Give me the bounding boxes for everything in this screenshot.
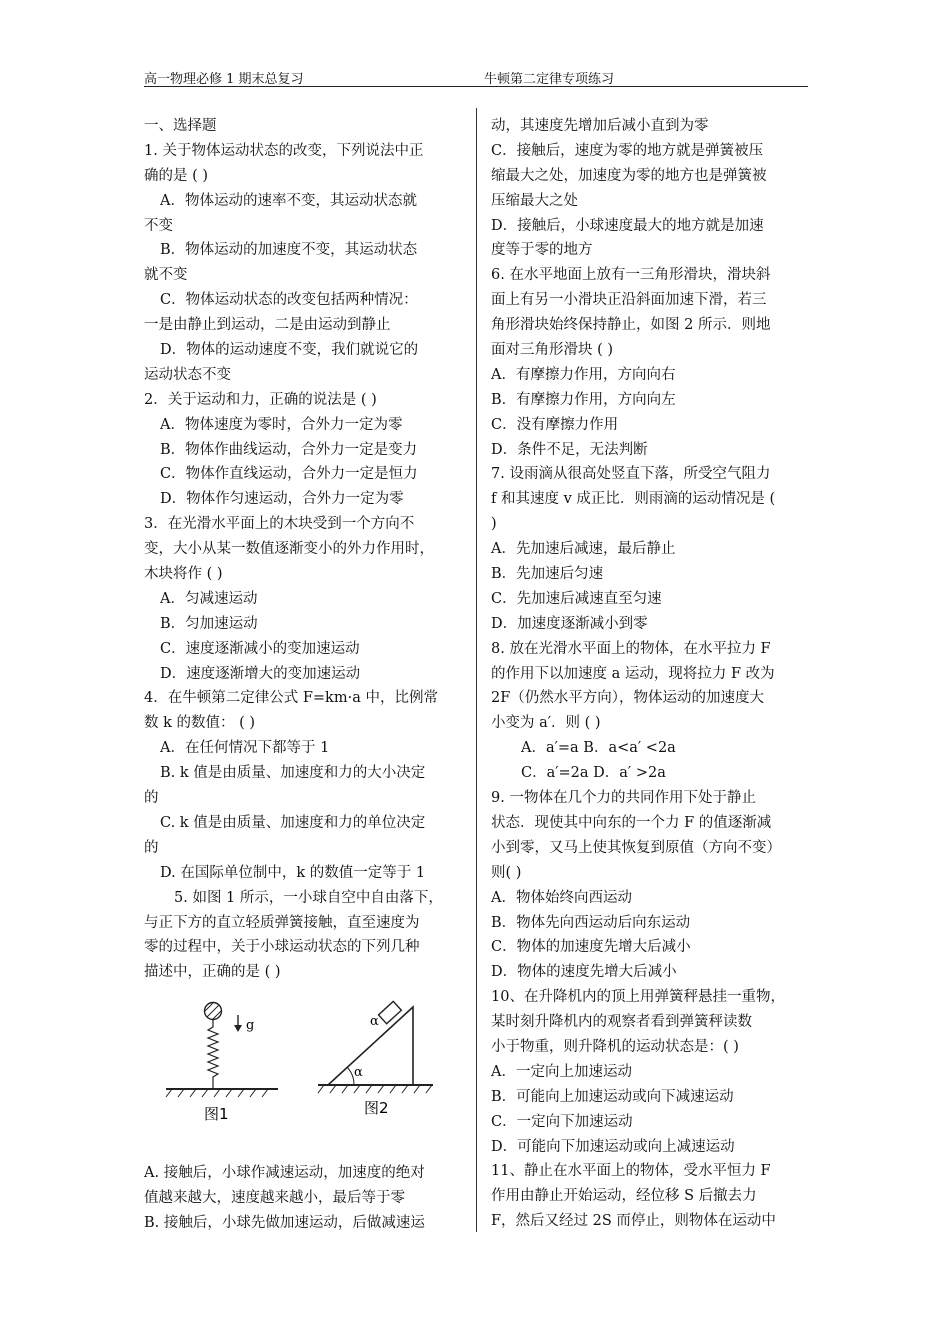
option-line: B．物体先向西运动后向东运动	[491, 914, 691, 931]
question-line: 描述中，正确的是 ( )	[144, 964, 281, 981]
question-line: 作用由静止开始运动，经位移 S 后撤去力	[491, 1188, 757, 1205]
option-line: C．物体作直线运动，合外力一定是恒力	[160, 466, 418, 483]
question-line: 2F（仍然水平方向），物体运动的加速度大	[491, 690, 765, 707]
option-line: B．有摩擦力作用，方向向左	[491, 391, 676, 408]
option-line: B. 接触后，小球先做加速运动，后做减速运	[144, 1214, 425, 1231]
option-line: A．物体运动的速率不变，其运动状态就	[160, 192, 417, 209]
option-line: 的	[144, 790, 159, 807]
question-line: F，然后又经过 2S 而停止，则物体在运动中	[491, 1213, 776, 1230]
question-line: 10、在升降机内的顶上用弹簧秤悬挂一重物，	[491, 989, 785, 1006]
question-line: 小到零，又马上使其恢复到原值（方向不变）	[491, 839, 781, 856]
question-line: 6. 在水平地面上放有一三角形滑块，滑块斜	[491, 267, 771, 284]
option-line: C．速度逐渐减小的变加速运动	[160, 640, 360, 657]
option-line: A．物体速度为零时，合外力一定为零	[160, 416, 403, 433]
question-line: 面对三角形滑块 ( )	[491, 342, 614, 359]
question-line: 3．在光滑水平面上的木块受到一个方向不	[144, 516, 415, 533]
header-topic-title: 牛顿第二定律专项练习	[484, 72, 615, 87]
option-line: 不变	[144, 217, 173, 234]
g-label: g	[246, 1018, 255, 1034]
option-line: 压缩最大之处	[491, 192, 578, 209]
question-line: 小于物重，则升降机的运动状态是：( )	[491, 1038, 739, 1055]
question-line: 数 k 的数值： ( )	[144, 715, 256, 732]
option-line: A．先加速后减速，最后静止	[491, 541, 676, 558]
question-line: 面上有另一小滑块正沿斜面加速下滑，若三	[491, 292, 767, 309]
page-header	[144, 66, 808, 87]
arrow-head-icon	[234, 1025, 242, 1032]
question-line: 角形滑块始终保持静止，如图 2 所示．则地	[491, 317, 771, 334]
question-line: 某时刻升降机内的观察者看到弹簧秤读数	[491, 1014, 752, 1031]
option-line: C．物体运动状态的改变包括两种情况：	[160, 292, 418, 309]
option-line: A. 接触后，小球作减速运动，加速度的绝对	[144, 1165, 425, 1182]
question-line: )	[491, 516, 497, 533]
question-line: 变，大小从某一数值逐渐变小的外力作用时，	[144, 541, 434, 558]
question-line: 则( )	[491, 864, 522, 881]
question-line: 零的过程中，关于小球运动状态的下列几种	[144, 939, 420, 956]
ground-hatch	[166, 1089, 268, 1097]
option-line: C．一定向下加速运动	[491, 1113, 633, 1130]
question-line: 8. 放在光滑水平面上的物体，在水平拉力 F	[491, 640, 771, 657]
option-line: A．匀减速运动	[160, 590, 258, 607]
option-line: 一是由静止到运动，二是由运动到静止	[144, 317, 391, 334]
question-line: 确的是 ( )	[144, 167, 209, 184]
option-line: D. 在国际单位制中，k 的数值一定等于 1	[160, 864, 426, 881]
fig2-caption: 图2	[364, 1099, 389, 1118]
option-line: B. k 值是由质量、加速度和力的大小决定	[160, 765, 426, 782]
option-line: A．物体始终向西运动	[491, 889, 632, 906]
option-line: D．加速度逐渐减小到零	[491, 615, 648, 632]
figures	[144, 985, 466, 1161]
option-line: 就不变	[144, 267, 188, 284]
option-line: A．在任何情况下都等于 1	[160, 740, 330, 757]
option-line: A．a′=a B．a<a′ <2a	[521, 740, 676, 757]
option-line: D．可能向下加速运动或向上减速运动	[491, 1138, 735, 1155]
question-line: 木块将作 ( )	[144, 566, 223, 583]
question-line: 小变为 a′．则 ( )	[491, 715, 601, 732]
option-line: D．物体的运动速度不变，我们就说它的	[160, 342, 419, 359]
figures-svg	[158, 989, 458, 1157]
header-course-title: 高一物理必修 1 期末总复习	[144, 72, 304, 87]
option-line: D．接触后，小球速度最大的地方就是加速	[491, 217, 764, 234]
option-line: A．有摩擦力作用，方向向右	[491, 366, 676, 383]
option-line: C．没有摩擦力作用	[491, 416, 619, 433]
option-line: 缩最大之处，加速度为零的地方也是弹簧被	[491, 167, 767, 184]
option-line: B．物体运动的加速度不变，其运动状态	[160, 242, 418, 259]
question-line: 11、静止在水平面上的物体，受水平恒力 F	[491, 1163, 771, 1180]
question-line: 5. 如图 1 所示，一小球自空中自由落下，	[174, 889, 443, 906]
option-line: D．物体的速度先增大后减小	[491, 964, 677, 981]
question-line: 9. 一物体在几个力的共同作用下处于静止	[491, 790, 756, 807]
question-line: 2．关于运动和力，正确的说法是 ( )	[144, 391, 377, 408]
question-line: 7. 设雨滴从很高处竖直下落，所受空气阻力	[491, 466, 771, 483]
option-line: C．先加速后减速直至匀速	[491, 590, 662, 607]
option-line: B．匀加速运动	[160, 615, 258, 632]
alpha-top: α	[370, 1014, 379, 1030]
option-line: 值越来越大，速度越来越小，最后等于零	[144, 1190, 405, 1207]
question-line: 与正下方的直立轻质弹簧接触，直至速度为	[144, 914, 420, 931]
option-line: B．物体作曲线运动，合外力一定是变力	[160, 441, 418, 458]
left-column	[144, 114, 466, 1236]
option-line: B．先加速后匀速	[491, 566, 604, 583]
question-line: 1. 关于物体运动状态的改变，下列说法中正	[144, 142, 424, 159]
question-line: 4．在牛顿第二定律公式 F=km·a 中，比例常	[144, 690, 438, 707]
section-heading: 一、选择题	[144, 118, 217, 134]
ground-hatch	[318, 1085, 432, 1093]
question-line: 状态．现使其中向东的一个力 F 的值逐渐减	[491, 814, 772, 831]
column-divider	[476, 108, 477, 1232]
right-column	[491, 114, 813, 1234]
question-line: f 和其速度 v 成正比．则雨滴的运动情况是 (	[491, 491, 776, 508]
option-line: C. k 值是由质量、加速度和力的单位决定	[160, 814, 426, 831]
option-line: C．a′=2a D．a′ >2a	[521, 765, 666, 782]
option-line: D．速度逐渐增大的变加速运动	[160, 665, 361, 682]
option-line: A．一定向上加速运动	[491, 1063, 632, 1080]
option-line: 动，其速度先增加后减小直到为零	[491, 118, 709, 134]
option-line: 的	[144, 839, 159, 856]
option-line: C．物体的加速度先增大后减小	[491, 939, 691, 956]
option-line: D．物体作匀速运动，合外力一定为零	[160, 491, 404, 508]
question-line: 的作用下以加速度 a 运动，现将拉力 F 改为	[491, 665, 775, 682]
alpha-bottom: α	[354, 1065, 363, 1081]
fig1-caption: 图1	[204, 1105, 229, 1124]
option-line: D．条件不足，无法判断	[491, 441, 648, 458]
fig2-incline	[318, 1002, 433, 1118]
fig1-ball-spring	[166, 1002, 278, 1123]
option-line: 度等于零的地方	[491, 242, 593, 259]
spring-icon	[208, 1020, 218, 1089]
option-line: B．可能向上加速运动或向下减速运动	[491, 1088, 734, 1105]
option-line: 运动状态不变	[144, 366, 231, 383]
option-line: C．接触后，速度为零的地方就是弹簧被压	[491, 142, 764, 159]
